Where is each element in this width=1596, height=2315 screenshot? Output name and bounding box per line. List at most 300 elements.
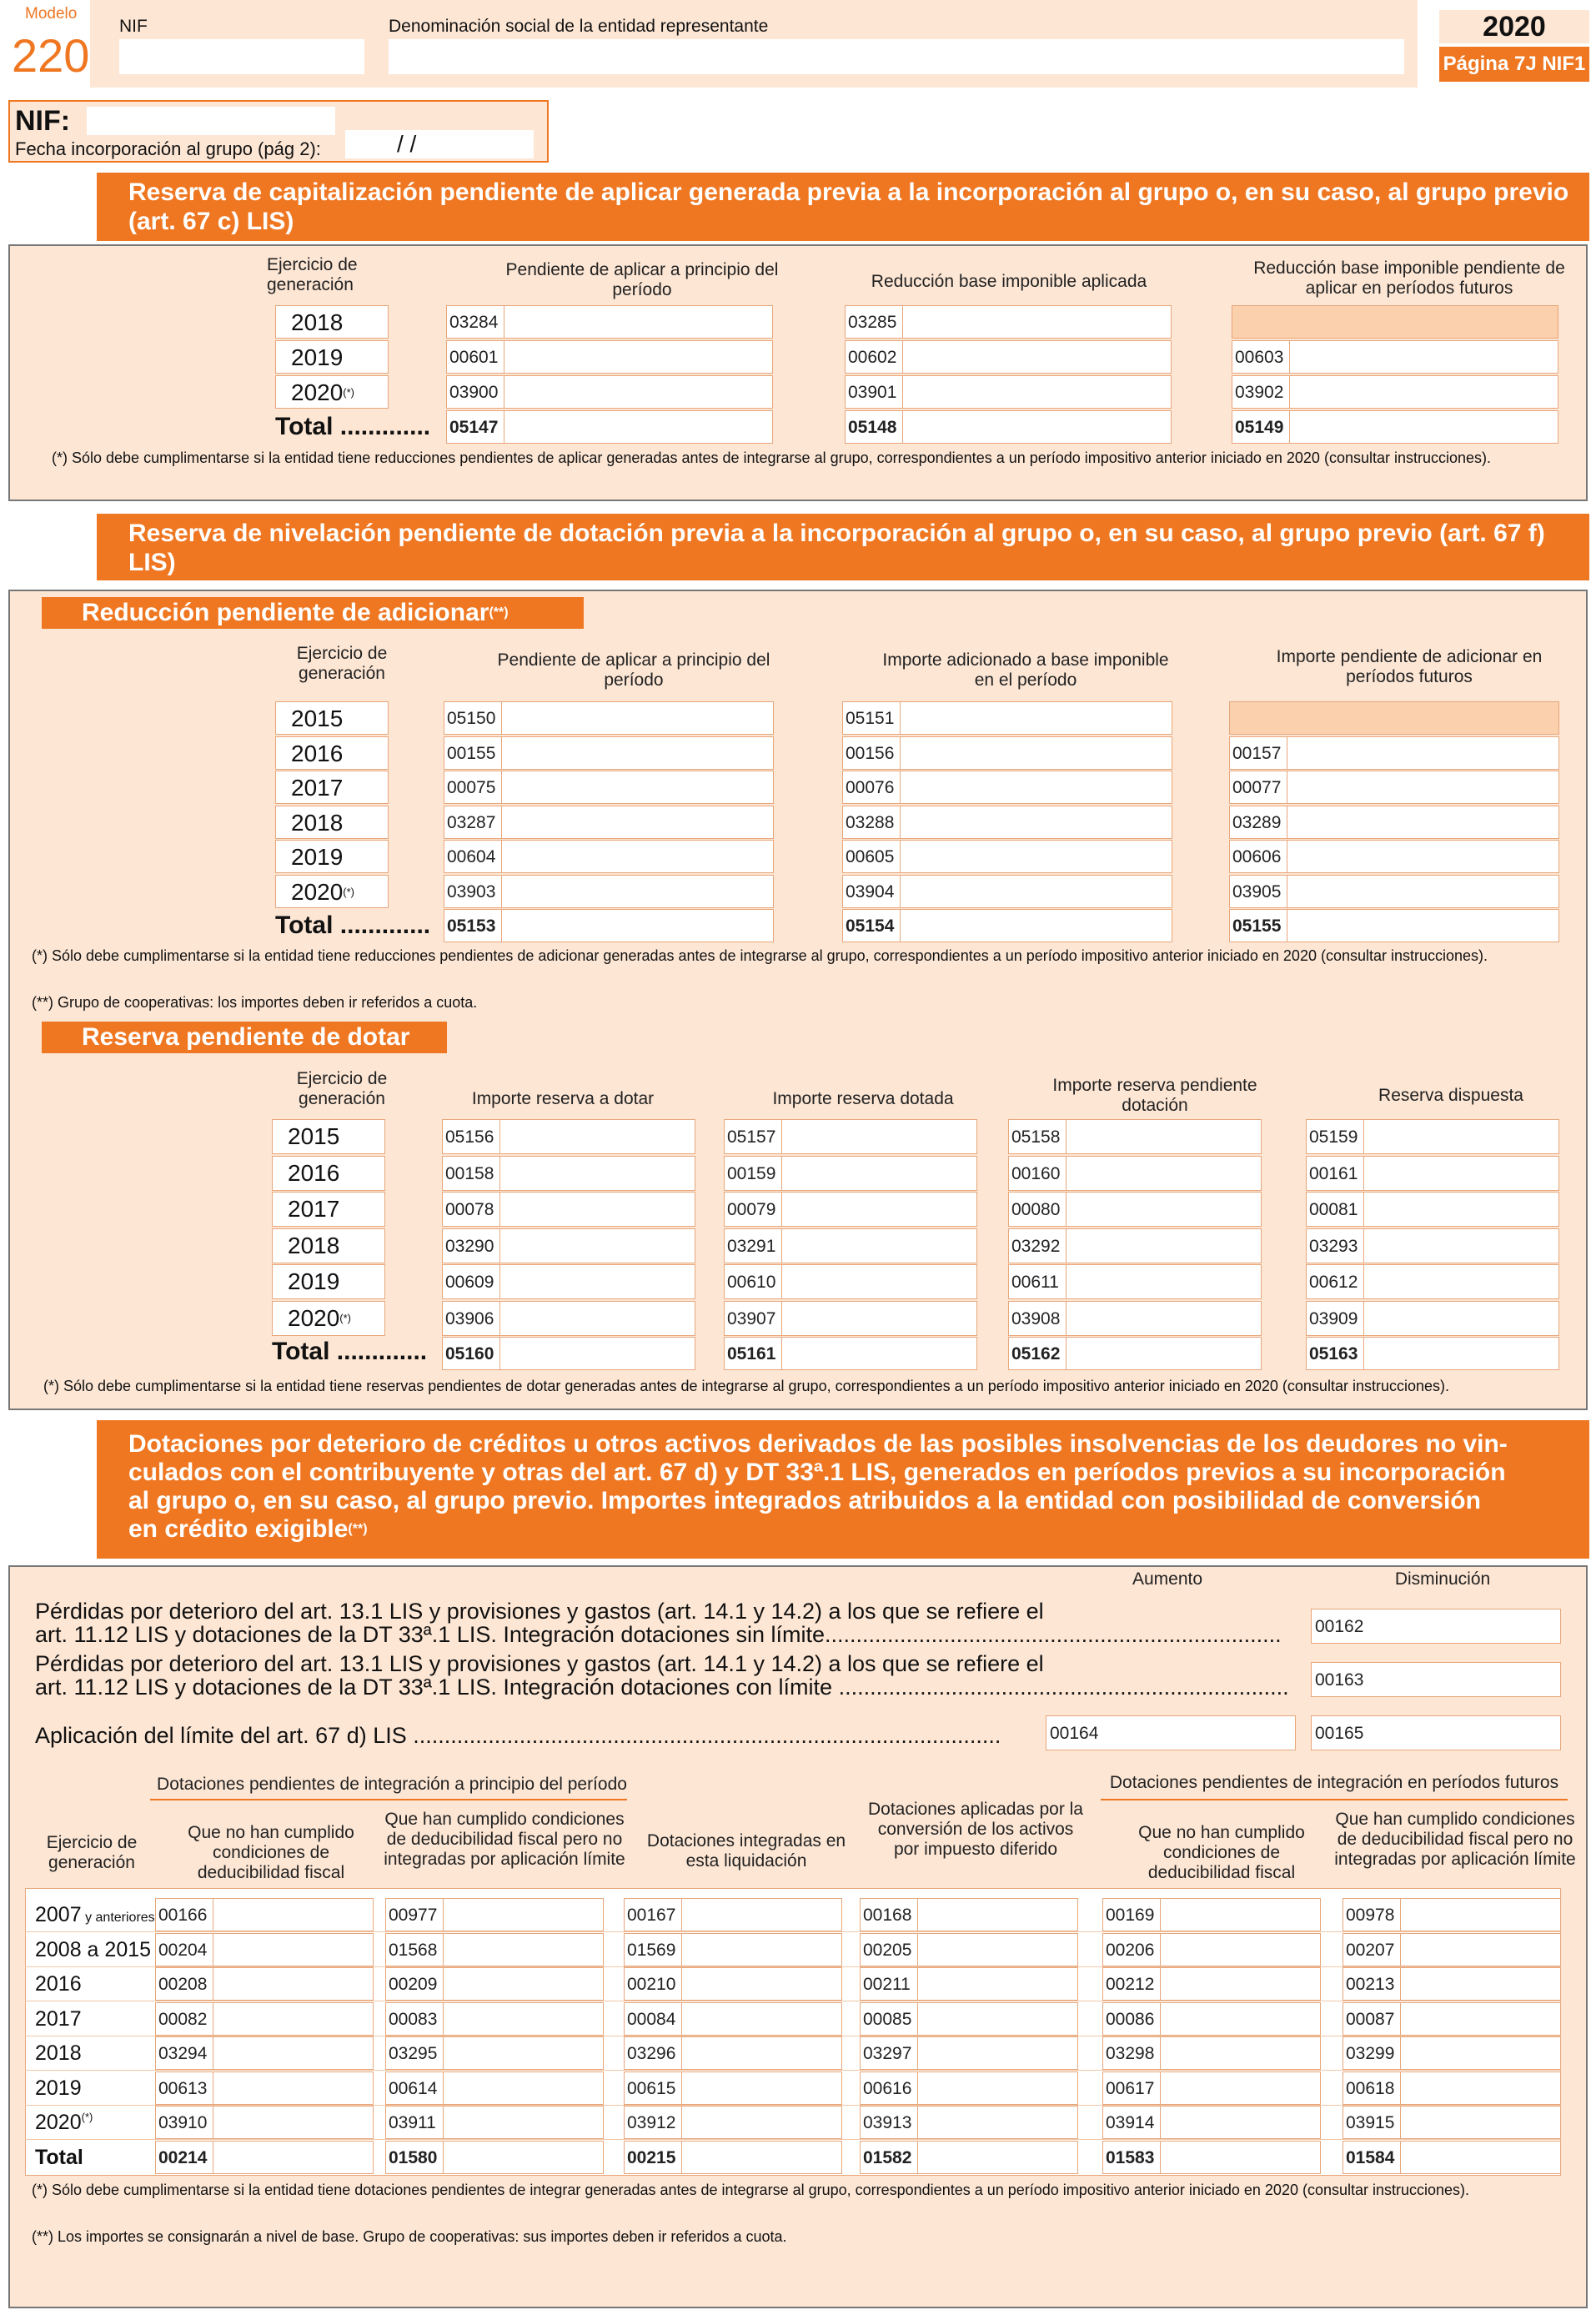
sec2b-row-2018-year: 2018 [288, 1233, 340, 1258]
sec3-field-00166[interactable] [155, 1898, 374, 1931]
sec2-col-pendiente: Pendiente de aplicar a principio del período [497, 650, 770, 690]
sec3-col-b: Que han cumplido condiciones de deducibilidad fiscal pero no integradas por aplicación límite [384, 1810, 625, 1869]
sec2b-total-05160[interactable] [442, 1337, 695, 1370]
sec3-field-00617-divider [1160, 2072, 1161, 2104]
sec2b-field-03293-divider [1363, 1229, 1364, 1263]
sec3-total-01583[interactable] [1102, 2141, 1321, 2174]
sec3-row-year: 2020 [35, 2111, 82, 2134]
sec3-field-00169[interactable] [1102, 1898, 1321, 1931]
fecha-label: Fecha incorporación al grupo (pág 2): [15, 138, 321, 159]
sec2b-total-05161-divider [781, 1338, 782, 1369]
sec3-field-00206-divider [1160, 1934, 1161, 1966]
sec2b-total-05161-code: 05161 [727, 1344, 776, 1363]
sec3-field-03912[interactable] [624, 2106, 842, 2139]
sec1-field-03900[interactable] [446, 375, 773, 409]
sec2-field-00075[interactable] [444, 771, 774, 804]
sec2-total-05155-code: 05155 [1232, 916, 1282, 936]
sec1-shaded-cell [1232, 305, 1558, 339]
sec1-field-03902-divider [1289, 376, 1290, 408]
sec2-field-03287[interactable] [444, 806, 774, 839]
sec1-total-05149-code: 05149 [1235, 418, 1284, 437]
sec3-field-00207[interactable] [1343, 1933, 1561, 1966]
sec2b-field-03909[interactable] [1306, 1301, 1559, 1336]
sec2-field-03905[interactable] [1229, 875, 1559, 908]
sec2-field-00605-divider [900, 841, 901, 872]
sec2-row-2018 [275, 806, 389, 839]
sec2b-field-00612-code: 00612 [1309, 1273, 1358, 1292]
sec2b-field-03291-code: 03291 [727, 1237, 776, 1256]
sec3-field-03296[interactable] [624, 2036, 842, 2070]
sec2b-field-03908-divider [1066, 1302, 1067, 1335]
sec3-field-00209-divider [443, 1968, 444, 2000]
sec2-field-00155[interactable] [444, 736, 774, 770]
sec2-field-00606-code: 00606 [1232, 847, 1282, 866]
sec2-shaded-cell [1229, 701, 1559, 735]
sec3-field-00616-divider [917, 2072, 918, 2104]
sec3-col-a: Que no han cumplido condiciones de deducibilidad fiscal [188, 1823, 354, 1882]
sec3-total-00215-code: 00215 [627, 2148, 676, 2167]
field-00162[interactable] [1311, 1609, 1561, 1644]
sec2-row-2020-sup: (*) [343, 886, 355, 898]
sec3-field-00208[interactable] [155, 1967, 374, 2001]
sec2b-field-05156[interactable] [442, 1119, 695, 1154]
sec3-field-00086-divider [1160, 2003, 1161, 2035]
sec2b-field-03291-divider [781, 1229, 782, 1263]
sec2b-field-00159-divider [781, 1157, 782, 1190]
sec1-total-05148-code: 05148 [848, 418, 897, 437]
sec3-title-l3: al grupo o, en su caso, al grupo previo. Importes integrados atribuidos a la entidad con posibilidad de conversión [128, 1487, 1481, 1514]
sec3-row-year: 2018 [35, 2041, 82, 2065]
sec2b-field-00611[interactable] [1008, 1264, 1262, 1299]
sec3-row-label [35, 2076, 82, 2101]
sec1-field-00602-divider [902, 341, 903, 373]
sec3-field-00168[interactable] [860, 1898, 1078, 1931]
sec2b-row-2017 [272, 1192, 385, 1227]
sec1-field-03284[interactable] [446, 305, 773, 339]
sec3-field-00210-code: 00210 [627, 1975, 676, 1994]
sec1-field-00603-code: 00603 [1235, 348, 1284, 367]
sec2b-field-00160[interactable] [1008, 1156, 1262, 1191]
sec2b-field-03293[interactable] [1306, 1228, 1559, 1263]
sec2b-total-05161[interactable] [724, 1337, 977, 1370]
sec2-col-adicionado: Importe adicionado a base imponible en el período [882, 650, 1169, 690]
sec3-row-divider [25, 2070, 1561, 2071]
sec2-field-00077[interactable] [1229, 771, 1559, 804]
sec3-row-label [35, 2041, 82, 2066]
sec2b-field-00080[interactable] [1008, 1192, 1262, 1227]
sec2b-total-05162-code: 05162 [1011, 1344, 1061, 1363]
sec2b-field-00609[interactable] [442, 1264, 695, 1299]
sec2-field-03904[interactable] [842, 875, 1172, 908]
sec2b-field-00160-divider [1066, 1157, 1067, 1190]
sec2-total-05153[interactable] [444, 909, 774, 942]
sec3-total-01580[interactable] [385, 2141, 604, 2174]
sec2b-row-2017-year: 2017 [288, 1196, 340, 1222]
sec3-field-00083[interactable] [385, 2002, 604, 2036]
sec3-field-00978-divider [1400, 1899, 1401, 1931]
sec2b-field-00609-divider [499, 1265, 500, 1298]
sec3-field-00213[interactable] [1343, 1967, 1561, 2001]
sec2-row-2015 [275, 701, 389, 735]
sec3-field-00613[interactable] [155, 2071, 374, 2105]
sec2-row-2015-year: 2015 [291, 706, 344, 731]
sec1-col-pendiente: Pendiente de aplicar a principio del período [505, 260, 779, 299]
sec3-field-00978-code: 00978 [1346, 1906, 1395, 1925]
sec3-field-00168-code: 00168 [863, 1906, 912, 1925]
sec3-total-01584-code: 01584 [1346, 2148, 1395, 2167]
sec3-row-year: 2017 [35, 2007, 82, 2031]
sec1-field-03900-code: 03900 [449, 383, 499, 402]
sec3-field-00204[interactable] [155, 1933, 374, 1966]
sec3-field-00212-divider [1160, 1968, 1161, 2000]
sec3-field-00206[interactable] [1102, 1933, 1321, 1966]
sec3-title [97, 1420, 1589, 1559]
sec2-sub2-title: Reserva pendiente de dotar [42, 1022, 447, 1053]
field-00165[interactable] [1311, 1715, 1561, 1750]
sec3-field-03296-code: 03296 [627, 2044, 676, 2063]
sec1-note: (*) Sólo debe cumplimentarse si la entidad tiene reducciones pendientes de aplicar generadas antes de integrarse al grupo, correspondientes a un período impositivo anterior iniciado en 2020 (consultar instrucciones). [52, 449, 1492, 466]
sec1-field-03285[interactable] [845, 305, 1172, 339]
sec3-field-00167-divider [681, 1899, 682, 1931]
sec2b-field-03291[interactable] [724, 1228, 977, 1263]
sec2b-total-label: Total ............. [272, 1338, 428, 1365]
sec3-field-00086[interactable] [1102, 2002, 1321, 2036]
sec2-field-03904-code: 03904 [846, 882, 895, 901]
sec2b-field-05156-code: 05156 [445, 1127, 494, 1147]
sec3-field-03297[interactable] [860, 2036, 1078, 2070]
sec3-total-label: Total [35, 2146, 83, 2169]
sec3-field-00977-divider [443, 1899, 444, 1931]
sec1-col-reduccion: Reducción base imponible aplicada [871, 272, 1147, 291]
sec2-field-03903-code: 03903 [447, 882, 496, 901]
sec2-sub1-title-text: Reducción pendiente de adicionar [82, 599, 489, 626]
sec1-total-05149[interactable] [1232, 410, 1558, 444]
sec2b-field-00079[interactable] [724, 1192, 977, 1227]
sec3-total-01582[interactable] [860, 2141, 1078, 2174]
sec3-field-00212[interactable] [1102, 1967, 1321, 2001]
sec3-field-03914[interactable] [1102, 2106, 1321, 2139]
sec3-total-01580-divider [443, 2142, 444, 2173]
sec2b-field-05158-divider [1066, 1120, 1067, 1153]
sec2b-field-00158-code: 00158 [445, 1164, 494, 1183]
field-00163[interactable] [1311, 1662, 1561, 1697]
sec1-field-00603[interactable] [1232, 340, 1558, 374]
sec2-field-00076[interactable] [842, 771, 1172, 804]
sec3-field-03298-divider [1160, 2037, 1161, 2069]
sec2b-field-00161-divider [1363, 1157, 1364, 1190]
sec3-field-00209-code: 00209 [389, 1975, 438, 1994]
sec1-field-00602-code: 00602 [848, 348, 897, 367]
sec2b-total-05160-divider [499, 1338, 500, 1369]
sec2-total-05155[interactable] [1229, 909, 1559, 942]
sec3-total-00215-divider [681, 2142, 682, 2173]
sec3-field-03295-code: 03295 [389, 2044, 438, 2063]
sec2b-field-00612[interactable] [1306, 1264, 1559, 1299]
sec3-col-e: Que no han cumplido condiciones de deducibilidad fiscal [1138, 1823, 1305, 1882]
sec3-field-00978[interactable] [1343, 1898, 1561, 1931]
sec3-row-label [35, 2111, 93, 2135]
sec3-field-00086-code: 00086 [1106, 2010, 1155, 2029]
sec3-field-00085[interactable] [860, 2002, 1078, 2036]
sec2-row-2020 [275, 875, 389, 908]
sec2-row-2016 [275, 736, 389, 770]
sec2-field-03903[interactable] [444, 875, 774, 908]
sec2b-field-03906[interactable] [442, 1301, 695, 1336]
modelo-number: 220 [12, 29, 90, 82]
sec3-grp-left-line [150, 1799, 627, 1800]
sec3-field-03299[interactable] [1343, 2036, 1561, 2070]
sec2-field-00076-code: 00076 [846, 778, 895, 797]
sec3-field-00211-code: 00211 [863, 1975, 911, 1994]
sec2b-total-05162-divider [1066, 1338, 1067, 1369]
sec1-row-2018-year: 2018 [291, 309, 344, 335]
sec2b-field-05157[interactable] [724, 1119, 977, 1154]
sec2b-field-03907-divider [781, 1302, 782, 1335]
sec3-field-00084[interactable] [624, 2002, 842, 2036]
sec1-row-2019 [275, 340, 389, 374]
sec3-col-c: Dotaciones integradas en esta liquidación [646, 1831, 846, 1871]
sec3-line3: Aplicación del límite del art. 67 d) LIS .............................................................................................. [35, 1723, 1001, 1748]
sec3-field-03914-code: 03914 [1106, 2113, 1155, 2132]
year-label: 2020 [1439, 10, 1589, 43]
modelo-box [0, 0, 90, 88]
sec2-title: Reserva de nivelación pendiente de dotación previa a la incorporación al grupo o, en su caso, al grupo previo (art. 67 f) LIS) [97, 514, 1589, 580]
sec3-col-f: Que han cumplido condiciones de deducibilidad fiscal pero no integradas por aplicación límite [1334, 1810, 1576, 1869]
sec3-field-00617-code: 00617 [1106, 2079, 1155, 2098]
sec3-field-03294-code: 03294 [158, 2044, 208, 2063]
sec3-field-00082[interactable] [155, 2002, 374, 2036]
sec1-field-00602[interactable] [845, 340, 1172, 374]
sec1-total-05148[interactable] [845, 410, 1172, 444]
sec3-note2: (**) Los importes se consignarán a nivel de base. Grupo de cooperativas: sus importes deben ir referidos a cuota. [32, 2228, 787, 2245]
sec3-field-00977[interactable] [385, 1898, 604, 1931]
sec2-row-2017 [275, 771, 389, 804]
sec2b-field-03292[interactable] [1008, 1228, 1262, 1263]
sec2-field-03289[interactable] [1229, 806, 1559, 839]
sec2-field-00605-code: 00605 [846, 847, 895, 866]
sec2b-field-03290-code: 03290 [445, 1237, 494, 1256]
sec2-field-05150[interactable] [444, 701, 774, 735]
sec3-line2-b: art. 11.12 LIS y dotaciones de la DT 33ª.1 LIS. Integración dotaciones con límite ........................................................................ [35, 1675, 1289, 1700]
nif-field[interactable] [119, 39, 364, 74]
sec3-total-01580-code: 01580 [389, 2148, 438, 2167]
sec2-note2: (**) Grupo de cooperativas: los importes deben ir referidos a cuota. [32, 994, 478, 1011]
sec2-row-2020-year: 2020 [291, 879, 344, 905]
sec1-field-00601[interactable] [446, 340, 773, 374]
nif-big-label: NIF: [15, 105, 71, 137]
sec2b-field-03908[interactable] [1008, 1301, 1262, 1336]
sec3-total-00215[interactable] [624, 2141, 842, 2174]
sec2-total-05153-code: 05153 [447, 916, 496, 936]
sec3-row-small: y anteriores [81, 1911, 155, 1925]
sec3-aumento: Aumento [1132, 1569, 1203, 1589]
sec3-field-00617[interactable] [1102, 2071, 1321, 2105]
sec3-line2-a: Pérdidas por deterioro del art. 13.1 LIS y provisiones y gastos (art. 14.1 y 14.2) a los que se refiere el [35, 1651, 1044, 1676]
sec2b-col-dispuesta: Reserva dispuesta [1378, 1086, 1523, 1105]
sec3-field-03294[interactable] [155, 2036, 374, 2070]
sec2b-field-00081[interactable] [1306, 1192, 1559, 1227]
fecha-input[interactable]: / / [345, 130, 534, 158]
sec3-row-year: 2007 [35, 1903, 82, 1926]
sec2-row-2016-year: 2016 [291, 741, 344, 766]
sec2-field-05150-divider [501, 702, 502, 734]
sec2b-field-00610[interactable] [724, 1264, 977, 1299]
sec3-field-00614-divider [443, 2072, 444, 2104]
sec3-field-03298[interactable] [1102, 2036, 1321, 2070]
nif-input[interactable] [87, 107, 335, 135]
sec2b-field-00612-divider [1363, 1265, 1364, 1298]
sec1-row-2018 [275, 305, 389, 339]
sec3-field-00205[interactable] [860, 1933, 1078, 1966]
sec3-total-01582-divider [917, 2142, 918, 2173]
sec3-field-03910[interactable] [155, 2106, 374, 2139]
sec3-row-divider [25, 2139, 1561, 2140]
sec3-col-d: Dotaciones aplicadas por la conversión de los activos por impuesto diferido [868, 1800, 1083, 1859]
sec2b-field-00080-divider [1066, 1193, 1067, 1226]
sec3-field-03297-code: 03297 [863, 2044, 912, 2063]
sec2-field-00604-code: 00604 [447, 847, 496, 866]
sec2b-total-05163[interactable] [1306, 1337, 1559, 1370]
sec3-title-sup: (**) [348, 1522, 368, 1536]
sec3-line1-a: Pérdidas por deterioro del art. 13.1 LIS y provisiones y gastos (art. 14.1 y 14.2) a los que se refiere el [35, 1599, 1044, 1624]
sec3-field-03295-divider [443, 2037, 444, 2069]
sec2b-field-00161[interactable] [1306, 1156, 1559, 1191]
sec3-field-00210[interactable] [624, 1967, 842, 2001]
sec1-row-2020-sup: (*) [343, 386, 355, 399]
sec2b-row-2016-year: 2016 [288, 1160, 340, 1186]
sec1-field-00603-divider [1289, 341, 1290, 373]
denominacion-label: Denominación social de la entidad representante [389, 17, 769, 36]
sec3-field-00615-divider [681, 2072, 682, 2104]
sec2-field-00606[interactable] [1229, 840, 1559, 873]
sec2-total-05154[interactable] [842, 909, 1172, 942]
sec3-field-00087[interactable] [1343, 2002, 1561, 2036]
field-00164[interactable] [1046, 1715, 1296, 1750]
sec2-field-00156-code: 00156 [846, 744, 895, 763]
sec2b-row-2015-year: 2015 [288, 1123, 340, 1149]
sec1-field-03901[interactable] [845, 375, 1172, 409]
sec2-field-00157[interactable] [1229, 736, 1559, 770]
sec3-total-01584[interactable] [1343, 2141, 1561, 2174]
page-label: Página 7J NIF1 [1439, 47, 1589, 82]
sec2b-field-00158-divider [499, 1157, 500, 1190]
sec3-field-00615[interactable] [624, 2071, 842, 2105]
sec3-field-01568[interactable] [385, 1933, 604, 1966]
sec2-total-05153-divider [501, 910, 502, 942]
sec2b-field-00158[interactable] [442, 1156, 695, 1191]
sec1-field-03284-code: 03284 [449, 313, 499, 332]
sec2-field-03288[interactable] [842, 806, 1172, 839]
sec3-field-03913[interactable] [860, 2106, 1078, 2139]
sec2-field-00076-divider [900, 771, 901, 803]
sec2b-field-00611-code: 00611 [1011, 1273, 1059, 1292]
sec3-field-00204-code: 00204 [158, 1941, 208, 1960]
sec3-field-00618-divider [1400, 2072, 1401, 2104]
sec2b-field-03909-code: 03909 [1309, 1309, 1358, 1328]
sec3-field-00616[interactable] [860, 2071, 1078, 2105]
sec1-total-label: Total ............. [275, 413, 431, 440]
sec3-field-00615-code: 00615 [627, 2079, 676, 2098]
sec3-field-00085-code: 00085 [863, 2010, 912, 2029]
sec1-col-futuros: Reducción base imponible pendiente de aplicar en períodos futuros [1253, 259, 1565, 298]
sec1-total-05147[interactable] [446, 410, 773, 444]
sec3-field-00618[interactable] [1343, 2071, 1561, 2105]
sec2-field-00604[interactable] [444, 840, 774, 873]
sec3-grp-right-line [1101, 1799, 1568, 1800]
sec3-row-year: 2019 [35, 2076, 82, 2100]
sec3-field-01569[interactable] [624, 1933, 842, 1966]
sec3-field-00207-divider [1400, 1934, 1401, 1966]
sec3-field-01569-code: 01569 [627, 1941, 676, 1960]
denominacion-field[interactable] [389, 39, 1404, 74]
sec3-field-01568-divider [443, 1934, 444, 1966]
sec3-field-00614-code: 00614 [389, 2079, 438, 2098]
sec2b-field-00078-divider [499, 1193, 500, 1226]
sec2b-field-00610-code: 00610 [727, 1273, 776, 1292]
sec2b-field-00609-code: 00609 [445, 1273, 494, 1292]
sec1-title: Reserva de capitalización pendiente de aplicar generada previa a la incorporación al grupo o, en su caso, al grupo previo (art. 67 c) LIS) [97, 173, 1589, 241]
sec3-field-00167[interactable] [624, 1898, 842, 1931]
sec2-field-00156[interactable] [842, 736, 1172, 770]
sec3-field-03911-code: 03911 [389, 2113, 436, 2132]
sec1-field-03902[interactable] [1232, 375, 1558, 409]
sec2-field-00155-divider [501, 737, 502, 769]
sec2-note1: (*) Sólo debe cumplimentarse si la entidad tiene reducciones pendientes de adicionar generadas antes de integrarse al grupo, correspondientes a un período impositivo anterior iniciado en 2020 (consultar instrucciones). [32, 947, 1488, 964]
sec3-field-00614[interactable] [385, 2071, 604, 2105]
sec2b-field-03293-code: 03293 [1309, 1237, 1358, 1256]
sec1-field-03285-code: 03285 [848, 313, 897, 332]
sec2b-field-00159-code: 00159 [727, 1164, 776, 1183]
sec3-total-00214[interactable] [155, 2141, 374, 2174]
sec2-field-00605[interactable] [842, 840, 1172, 873]
sec2-field-05151[interactable] [842, 701, 1172, 735]
sec3-total-01583-divider [1160, 2142, 1161, 2173]
sec2b-field-00078[interactable] [442, 1192, 695, 1227]
sec3-field-00166-code: 00166 [158, 1906, 208, 1925]
sec2-field-03905-code: 03905 [1232, 882, 1282, 901]
sec3-field-00211[interactable] [860, 1967, 1078, 2001]
sec2-col-futuros: Importe pendiente de adicionar en períodos futuros [1276, 647, 1543, 686]
sec3-field-00168-divider [917, 1899, 918, 1931]
sec2b-field-00159[interactable] [724, 1156, 977, 1191]
sec3-title-l4: en crédito exigible [128, 1515, 349, 1543]
sec2b-field-05158[interactable] [1008, 1119, 1262, 1154]
sec3-field-03911[interactable] [385, 2106, 604, 2139]
sec1-row-2020-year: 2020 [291, 379, 344, 405]
sec1-field-03901-code: 03901 [848, 383, 897, 402]
sec3-total-01584-divider [1400, 2142, 1401, 2173]
sec3-field-03915[interactable] [1343, 2106, 1561, 2139]
sec2b-field-05159[interactable] [1306, 1119, 1559, 1154]
sec3-field-00209[interactable] [385, 1967, 604, 2001]
sec2-field-03288-code: 03288 [846, 813, 895, 832]
sec3-field-00083-code: 00083 [389, 2010, 438, 2029]
sec2b-field-03290[interactable] [442, 1228, 695, 1263]
sec2b-field-05156-divider [499, 1120, 500, 1153]
sec2b-col-ejercicio: Ejercicio de generación [296, 1069, 388, 1108]
sec3-field-03913-divider [917, 2107, 918, 2138]
nif-fecha-box [8, 100, 549, 163]
sec3-field-00211-divider [917, 1968, 918, 2000]
sec3-field-03295[interactable] [385, 2036, 604, 2070]
sec3-field-01568-code: 01568 [389, 1941, 438, 1960]
sec3-title-l2: culados con el contribuyente y otras del art. 67 d) y DT 33ª.1 LIS, generados en períodos previos a su incorporación [128, 1459, 1506, 1486]
sec2b-total-05162[interactable] [1008, 1337, 1262, 1370]
sec2b-field-03292-code: 03292 [1011, 1237, 1061, 1256]
sec1-col-ejercicio: Ejercicio de generación [267, 255, 358, 294]
sec3-field-03299-divider [1400, 2037, 1401, 2069]
sec2b-field-03907[interactable] [724, 1301, 977, 1336]
